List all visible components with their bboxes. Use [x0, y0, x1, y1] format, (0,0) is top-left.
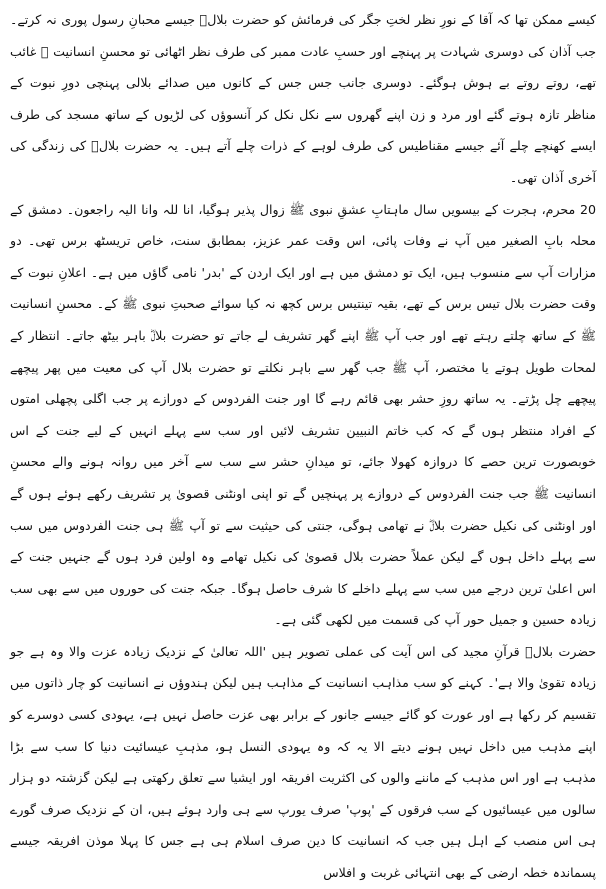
paragraph-death-and-companionship: 20 محرم، ہجرت کے بیسویں سال ماہتابِ عشقِ نبوی ﷺ زوال پذیر ہوگیا، انا للہ وانا الیہ راجعون۔ دمشق کے محلہ بابِ الصغیر میں آپ نے وفات پائی، اس وقت عمر عزیز، بمطابق سنت، خاص تریسٹھ برس تھی۔ دو مزارات آپ سے منسوب ہیں، ایک تو دمشق میں ہے اور ایک اردن کے 'بدر' نامی گاؤں میں ہے۔ اعلانِ نبوت کے وقت حضرت بلال تیس برس کے تھے، بقیہ تینتیس برس کچھ نہ کیا سوائے صحبتِ نبوی ﷺ کے۔ محسنِ انسانیت ﷺ کے ساتھ چلتے رہتے تھے اور جب آپ ﷺ اپنے گھر تشریف لے جاتے تو حضرت بلالؓ باہر بیٹھ جاتے۔ انتظار کے لمحات طویل ہوتے یا مختصر، آپ ﷺ جب گھر سے باہر نکلتے تو حضرت بلال آپ کی معیت میں پھر پیچھے پیچھے چل پڑتے۔ یہ ساتھ روزِ حشر بھی قائم رہے گا اور جنت الفردوس کے دورازے پر جب اگلی پچھلی امتوں کے افراد منتظر ہوں گے کہ کب خاتم النبیین تشریف لائیں اور سب سے پہلے انہیں کے لیے جنت کے اس خوبصورت ترین حصے کا دروازہ کھولا جائے، تو میدانِ حشر سے سب سے آخر میں روانہ ہونے والے محسنِ انسانیت ﷺ جب جنت الفردوس کے دروازے پر پہنچیں گے تو اپنی اونٹنی قصویٰ پر تشریف رکھے ہوئے ہوں گے اور اونٹنی کی نکیل حضرت بلالؓ نے تھامی ہوگی، جنتی کی حیثیت سے تو آپ ﷺ ہی جنت الفردوس میں سب سے پہلے داخل ہوں گے لیکن عملاً حضرت بلال قصویٰ کی نکیل تھامے وہ اولین فرد ہوں گے جنہیں جنت کے اس اعلیٰ ترین درجے میں سب سے پہلے داخلے کا شرف حاصل ہوگا۔ جبکہ جنت کی حوروں میں سے بھی سب زیادہ حسین و جمیل حور آپ کی قسمت میں لکھی گئی ہے۔ — [10, 201, 596, 628]
paragraph-taqwa-and-equality: حضرت بلالؓ قرآنِ مجید کی اس آیت کی عملی تصویر ہیں 'اللہ تعالیٰ کے نزدیک زیادہ عزت والا وہ ہے جو زیادہ تقویٰ والا ہے'۔ کہنے کو سب مذاہب انسانیت کے مذاہب ہیں لیکن ہندوؤں نے انسانیت کو چار ذاتوں میں تقسیم کر رکھا ہے اور عورت کو گائے جیسے جانور کے برابر بھی عزت حاصل نہیں ہے، یہودی کسی دوسرے کو اپنے مذہب میں داخل نہیں ہونے دیتے الا یہ کہ وہ یہودی النسل ہو، مذہبِ عیسائیت دنیا کا سب سے بڑا مذہب ہے اور اس مذہب کے ماننے والوں کی اکثریت افریقہ اور ایشیا سے تعلق رکھتی ہے لیکن گزشتہ دو ہزار سالوں میں عیسائیوں کے سب فرقوں کے 'پوپ' صرف یورپ سے ہی وارد ہوئے ہیں، ان کے نزدیک صرف گورے ہی اس منصب کے اہل ہیں جب کہ انسانیت کا دین صرف اسلام ہی ہے جس کا پہلا موذن افریقہ جیسے پسماندہ خطہ ارضی کے بھی انتہائی غربت و افلاس — [10, 643, 596, 881]
paragraph-last-adhan: کیسے ممکن تھا کہ آقا کے نورِ نظر لختِ جگر کی فرمائش کو حضرت بلالؓ جیسے محبانِ رسول پوری نہ کرتے۔ جب آذان کی دوسری شہادت پر پہنچے اور حسبِ عادت ممبر کی طرف نظر اٹھائی تو محسنِ انسانیت ﷺ غائب تھے، روتے روتے بے ہوش ہوگئے۔ دوسری جانب جس جس کے کانوں میں صدائے بلالی پہنچی دورِ نبوت کے مناظر تازہ ہوتے گئے اور مرد و زن اپنے گھروں سے نکل نکل کر آنسوؤں کی لڑیوں کے ساتھ مسجد کی طرف ایسے کھنچے چلے آئے جیسے مقناطیس کی طرف لوہے کے ذرات چلے آتے ہیں۔ یہ حضرت بلالؓ کی زندگی کی آخری آذان تھی۔ — [10, 12, 596, 185]
